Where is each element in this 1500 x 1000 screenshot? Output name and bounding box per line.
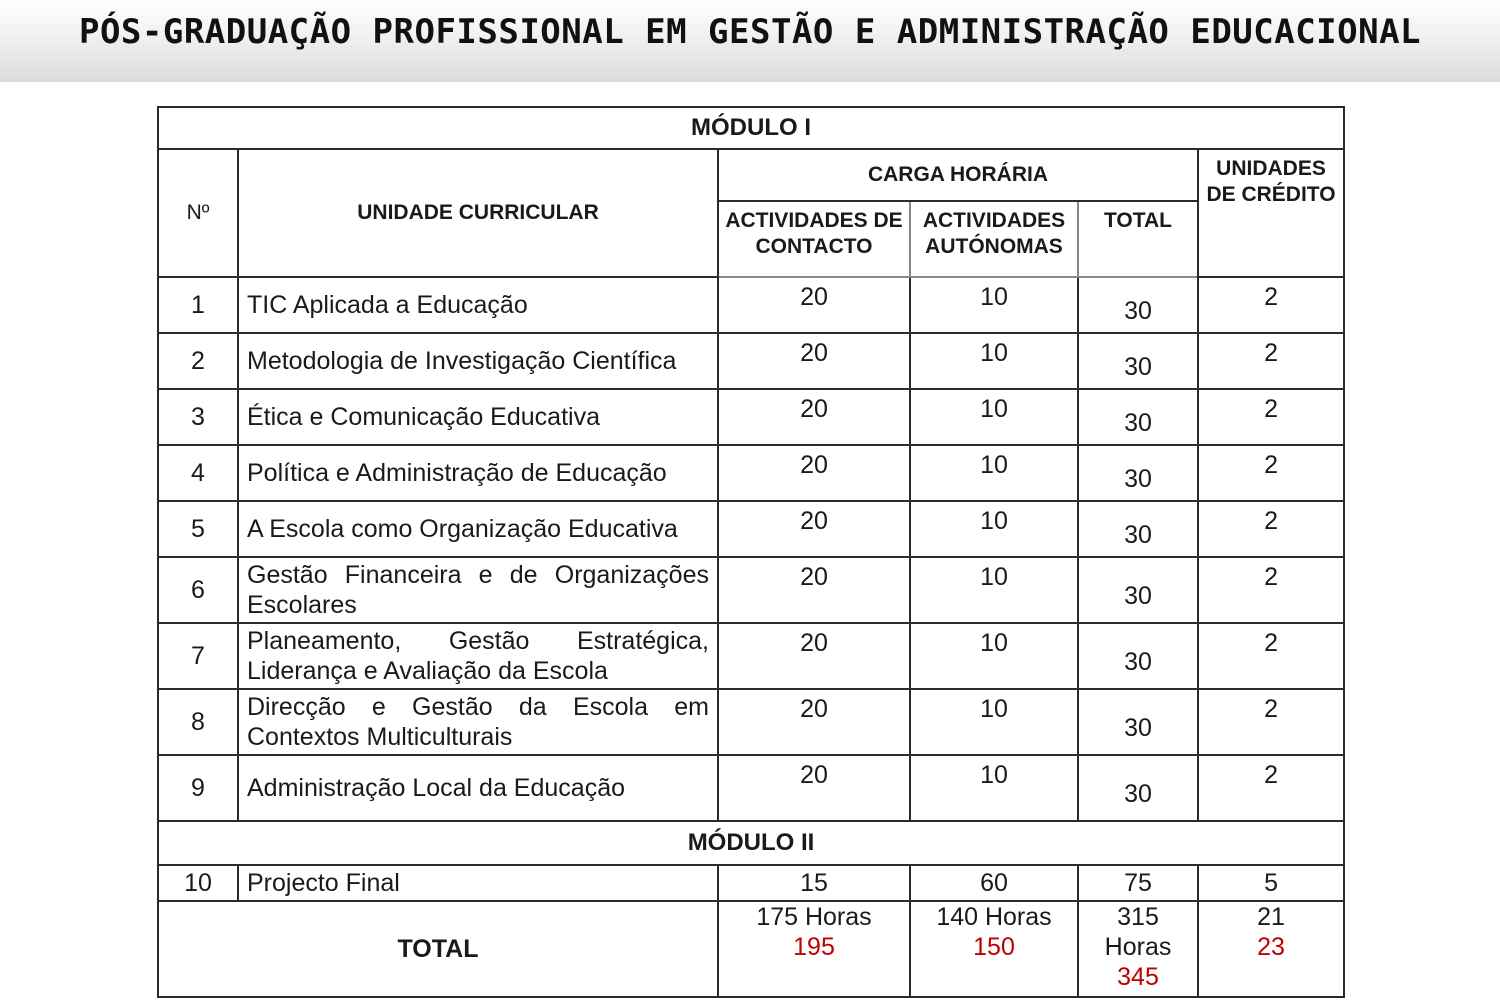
credit-units: 2 [1198,755,1344,821]
table-row [158,623,1344,689]
unit-name: Metodologia de Investigação Científica [238,333,718,389]
autonomous-hours: 10 [910,623,1078,689]
unit-name: TIC Aplicada a Educação [238,277,718,333]
credit-units: 2 [1198,689,1344,755]
contact-hours: 20 [718,755,910,821]
total-hours: 30 [1078,755,1198,821]
unit-name: Gestão Financeira e de Organizações Escolares [238,557,718,623]
contact-hours: 20 [718,333,910,389]
autonomous-hours: 10 [910,389,1078,445]
autonomous-hours: 60 [910,865,1078,901]
total-label: TOTAL [158,901,718,997]
row-number: 8 [158,689,238,755]
row-number: 3 [158,389,238,445]
row-number: 1 [158,277,238,333]
unit-name: Planeamento, Gestão Estratégica, Liderança e Avaliação da Escola [238,623,718,689]
total-hours: 30 [1078,445,1198,501]
col-header-carga: CARGA HORÁRIA [718,149,1198,201]
autonomous-hours: 10 [910,755,1078,821]
autonomous-hours: 10 [910,689,1078,755]
total-hours: 30 [1078,689,1198,755]
table-row [158,389,1344,445]
total-hours: 30 [1078,333,1198,389]
table-row [158,277,1344,333]
contact-hours: 15 [718,865,910,901]
autonomous-hours: 10 [910,445,1078,501]
credit-units: 2 [1198,277,1344,333]
credit-units: 2 [1198,389,1344,445]
unit-name: Administração Local da Educação [238,755,718,821]
col-header-autonomous: ACTIVIDADES AUTÓNOMAS [910,201,1078,277]
col-header-unit: UNIDADE CURRICULAR [238,149,718,277]
total-hours-sum: 315 Horas 345 [1078,901,1198,997]
autonomous-hours: 10 [910,501,1078,557]
col-header-credits: UNIDADES DE CRÉDITO [1198,149,1344,277]
unit-name: Direcção e Gestão da Escola em Contextos Multiculturais [238,689,718,755]
page-title: PÓS-GRADUAÇÃO PROFISSIONAL EM GESTÃO E ADMINISTRAÇÃO EDUCACIONAL [78,12,1422,52]
contact-hours: 20 [718,501,910,557]
col-header-total: TOTAL [1078,201,1198,277]
corrected-contact-total: 195 [793,933,835,961]
row-number: 10 [158,865,238,901]
total-hours: 30 [1078,277,1198,333]
total-hours: 30 [1078,623,1198,689]
row-number: 4 [158,445,238,501]
row-number: 6 [158,557,238,623]
credit-units: 2 [1198,333,1344,389]
total-hours: 75 [1078,865,1198,901]
unit-name: A Escola como Organização Educativa [238,501,718,557]
col-header-contact: ACTIVIDADES DE CONTACTO [718,201,910,277]
contact-hours: 20 [718,389,910,445]
unit-name: Política e Administração de Educação [238,445,718,501]
table-row [158,689,1344,755]
total-contact-hours: 175 Horas 195 [718,901,910,997]
autonomous-hours: 10 [910,557,1078,623]
corrected-hours-total: 345 [1117,963,1159,991]
credit-units: 2 [1198,445,1344,501]
curriculum-table [157,106,1345,998]
table-row [158,755,1344,821]
contact-hours: 20 [718,689,910,755]
module-1-header: MÓDULO I [158,107,1344,149]
autonomous-hours: 10 [910,333,1078,389]
autonomous-hours: 10 [910,277,1078,333]
row-number: 9 [158,755,238,821]
table-row [158,501,1344,557]
row-number: 2 [158,333,238,389]
contact-hours: 20 [718,277,910,333]
table-row [158,445,1344,501]
row-number: 5 [158,501,238,557]
corrected-credits-total: 23 [1257,933,1285,961]
credit-units: 5 [1198,865,1344,901]
table-row [158,557,1344,623]
unit-name: Ética e Comunicação Educativa [238,389,718,445]
total-hours: 30 [1078,389,1198,445]
credit-units: 2 [1198,557,1344,623]
unit-name: Projecto Final [238,865,718,901]
total-hours: 30 [1078,557,1198,623]
credit-units: 2 [1198,501,1344,557]
total-credits: 21 23 [1198,901,1344,997]
col-header-no: Nº [158,149,238,277]
contact-hours: 20 [718,445,910,501]
corrected-autonomous-total: 150 [973,933,1015,961]
title-bar [0,0,1500,82]
contact-hours: 20 [718,557,910,623]
row-number: 7 [158,623,238,689]
table-row [158,333,1344,389]
credit-units: 2 [1198,623,1344,689]
total-autonomous-hours: 140 Horas 150 [910,901,1078,997]
module-2-header: MÓDULO II [158,821,1344,865]
total-hours: 30 [1078,501,1198,557]
contact-hours: 20 [718,623,910,689]
